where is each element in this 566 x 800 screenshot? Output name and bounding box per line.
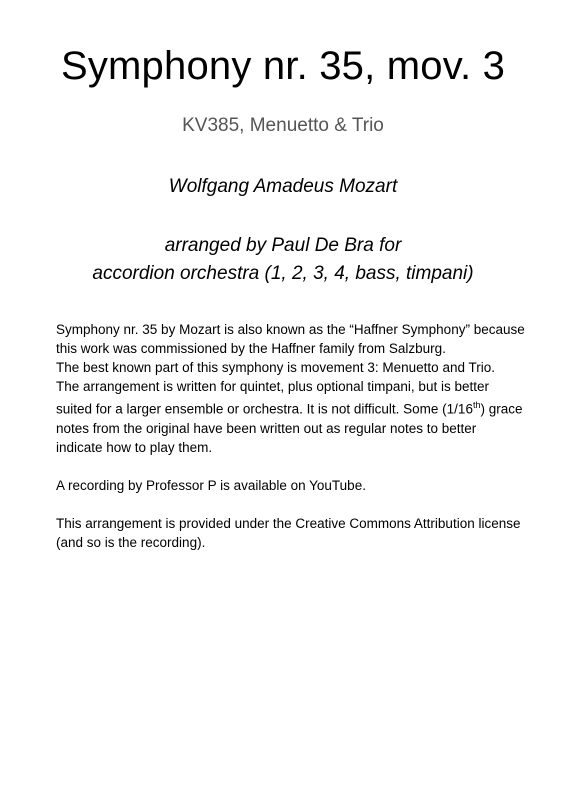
page-subtitle: KV385, Menuetto & Trio (182, 115, 384, 136)
composer-name: Wolfgang Amadeus Mozart (168, 176, 398, 197)
paragraph-arrangement (56, 377, 526, 457)
description-text (56, 320, 526, 552)
superscript-th: th (472, 400, 481, 410)
arranger-line-2: accordion orchestra (1, 2, 3, 4, bass, timpani) (92, 263, 474, 284)
page-title: Symphony nr. 35, mov. 3 (60, 44, 506, 88)
paragraph-haffner: Symphony nr. 35 by Mozart is also known as the “Haffner Symphony” because this work was commissioned by the Haffner family from Salzburg. (56, 322, 525, 356)
paragraph-recording: A recording by Professor P is available on YouTube. (56, 477, 366, 493)
paragraph-license: This arrangement is provided under the Creative Commons Attribution license (and so is the recording). (56, 515, 521, 550)
arranger-line-1: arranged by Paul De Bra for (164, 235, 402, 256)
paragraph-arrangement-end: ) grace notes from the original have been written out as regular notes to better indicate how to play them. (56, 401, 523, 455)
arranger-credit (0, 232, 566, 288)
paragraph-best-known: The best known part of this symphony is movement 3: Menuetto and Trio. (56, 360, 495, 375)
paragraph-arrangement-start: The arrangement is written for quintet, plus optional timpani, but is better suited for a larger ensemble or orchestra. It is not difficult. Some (1/16 (56, 379, 489, 417)
